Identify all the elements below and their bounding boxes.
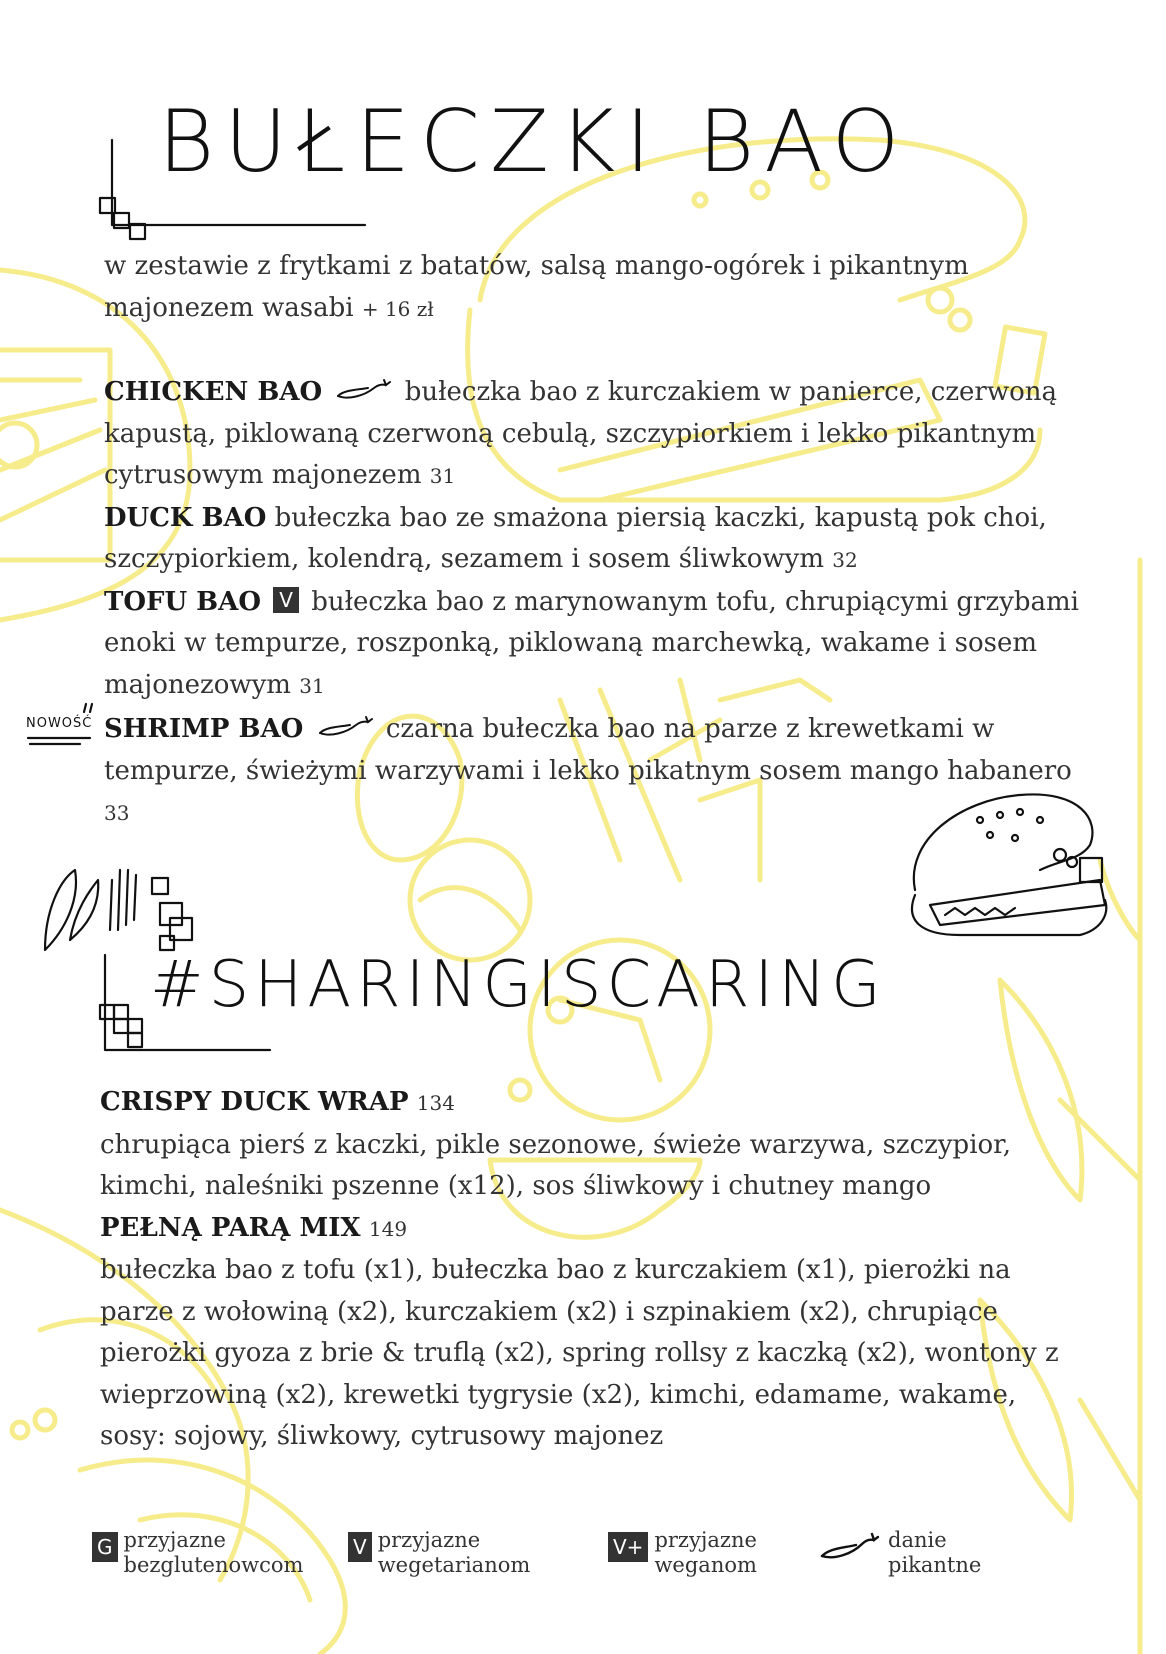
legend-line: przyjazne xyxy=(123,1528,226,1552)
item-desc: bułeczka bao z marynowanym tofu, chrupiącymi grzybami enoki w tempurze, roszponką, piklowaną marchewką, wakame i sosem majonezowym xyxy=(104,586,1079,700)
bao-intro xyxy=(104,246,1084,330)
gluten-free-badge: G xyxy=(92,1532,118,1562)
item-name: PEŁNĄ PARĄ MIX xyxy=(100,1212,361,1243)
legend-line: danie xyxy=(888,1528,947,1552)
page-title-sharing: #SHARINGISCARING xyxy=(150,948,886,1022)
menu-item-pelna-para-mix xyxy=(100,1208,1080,1458)
legend-line: bezglutenowcom xyxy=(123,1553,304,1577)
chili-icon xyxy=(334,376,392,402)
legend-vegan xyxy=(608,1528,757,1578)
item-desc: bułeczka bao ze smażona piersią kaczki, kapustą pok choi, szczypiorkiem, kolendrą, sezamem i sosem śliwkowym xyxy=(104,502,1047,574)
legend-line: weganom xyxy=(654,1553,757,1577)
item-desc: bułeczka bao z kurczakiem w panierce, czerwoną kapustą, piklowaną czerwoną cebulą, szczypiorkiem i lekko pikantnym cytrusowym majonezem xyxy=(104,377,1058,490)
menu-item-chicken-bao xyxy=(104,372,1084,498)
bao-items xyxy=(104,372,1084,835)
item-name: CHICKEN BAO xyxy=(104,377,323,407)
legend-vegetarian xyxy=(348,1528,530,1578)
chili-icon xyxy=(818,1528,880,1562)
vegetarian-badge: V xyxy=(348,1532,372,1562)
intro-text: w zestawie z frytkami z batatów, salsą mango-ogórek i pikantnym majonezem wasabi xyxy=(104,251,969,323)
page-title-bao: BUŁECZKI BAO xyxy=(158,92,910,192)
chili-icon xyxy=(316,713,374,739)
item-price: 149 xyxy=(368,1216,408,1241)
vegan-badge: V+ xyxy=(608,1532,648,1562)
menu-item-crispy-duck-wrap xyxy=(100,1082,1080,1208)
menu-item-duck-bao xyxy=(104,498,1084,582)
item-price: 33 xyxy=(104,801,130,825)
legend-line: wegetarianom xyxy=(377,1553,531,1577)
item-name: TOFU BAO xyxy=(104,586,261,617)
menu-item-shrimp-bao xyxy=(104,709,1084,835)
item-price: 31 xyxy=(299,673,325,698)
sharing-items xyxy=(100,1082,1080,1458)
item-name: SHRIMP BAO xyxy=(104,714,304,744)
item-price: 31 xyxy=(429,464,456,488)
legend-spicy xyxy=(818,1528,981,1578)
item-price: 134 xyxy=(416,1091,455,1115)
legend-gluten-free xyxy=(92,1528,303,1578)
legend-line: przyjazne xyxy=(377,1528,481,1552)
legend-line: pikantne xyxy=(888,1553,982,1577)
item-name: DUCK BAO xyxy=(104,502,267,533)
new-badge: NOWOŚĆ xyxy=(26,716,93,731)
item-desc: chrupiąca pierś z kaczki, pikle sezonowe, świeże warzywa, szczypior, kimchi, naleśniki pszenne (x12), sos śliwkowy i chutney mango xyxy=(100,1129,1012,1201)
item-desc: bułeczka bao z tofu (x1), bułeczka bao z kurczakiem (x1), pierożki na parze z wołowiną (x2), kurczakiem (x2) i szpinakiem (x2), chrupiące pierożki gyoza z brie & truflą (x2), spring rollsy z kaczką (x2), wontony z wieprzowiną (x2), krewetki tygrysie (x2), kimchi, edamame, wakame, sosy: sojowy, śliwkowy, cytrusowy majonez xyxy=(100,1255,1059,1451)
item-desc: czarna bułeczka bao na parze z krewetkami w tempurze, świeżymi warzywami i lekko pikatnym sosem mango habanero xyxy=(104,714,1072,786)
intro-price: + 16 zł xyxy=(361,296,434,321)
vegetarian-badge: V xyxy=(273,587,299,613)
item-name: CRISPY DUCK WRAP xyxy=(100,1087,409,1117)
menu-item-tofu-bao xyxy=(104,582,1084,708)
item-price: 32 xyxy=(832,548,858,572)
legend-line: przyjazne xyxy=(654,1528,757,1552)
